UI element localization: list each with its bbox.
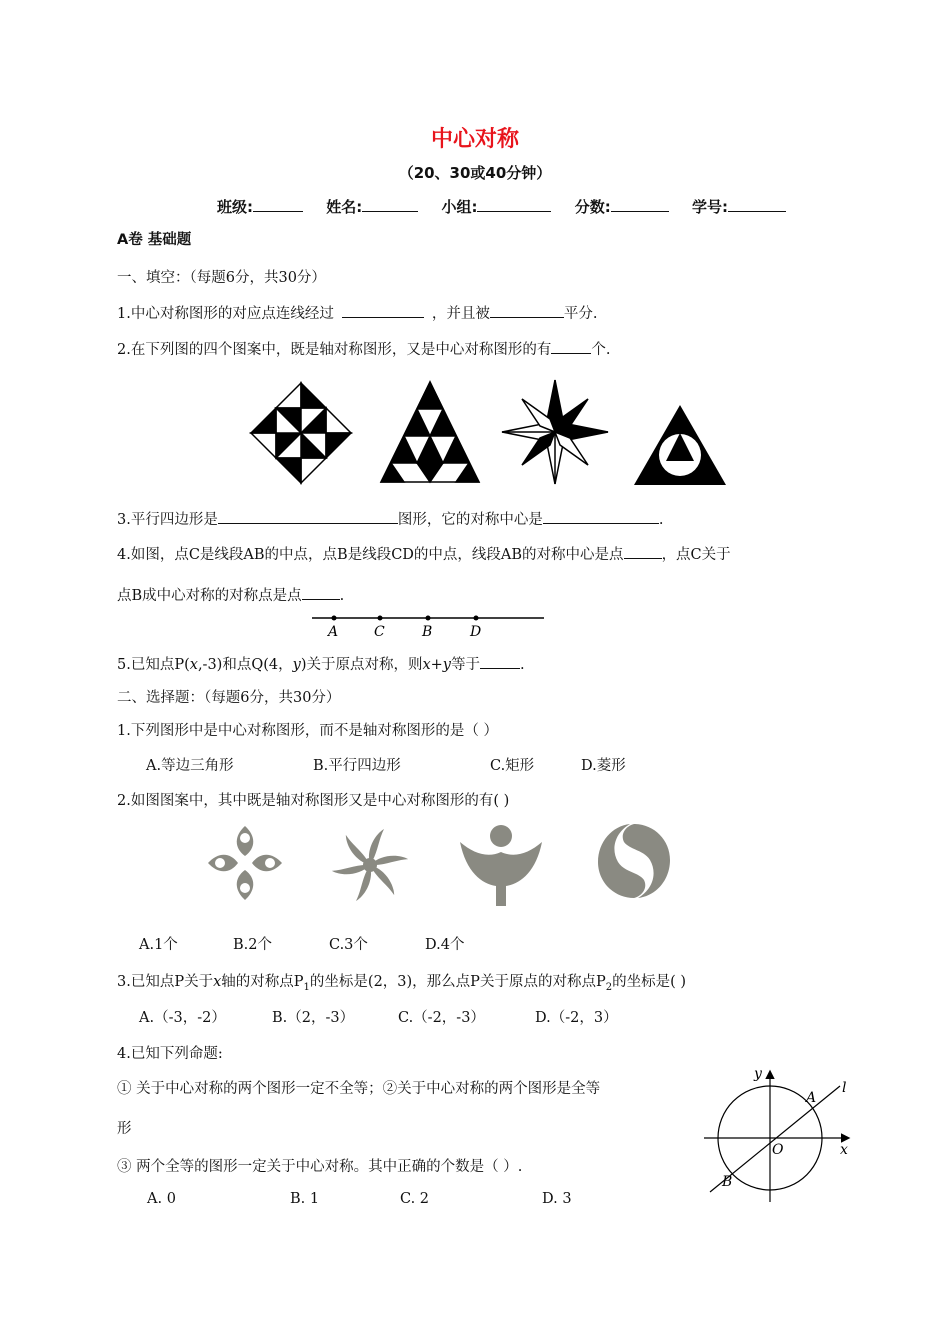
label-c: C [374, 624, 385, 640]
choice-q3-sub2: 2 [605, 981, 613, 993]
choice-q4-option-a[interactable]: A. 0 [147, 1191, 176, 1207]
fill-q5-text-c: )关于原点对称，则 [300, 657, 423, 673]
class-label: 班级: [217, 198, 253, 216]
label-x: x [840, 1142, 848, 1158]
choice-q1-option-b[interactable]: B.平行四边形 [313, 758, 401, 774]
score-label: 分数: [574, 198, 611, 216]
fill-q5-text-a: 5.已知点P( [117, 657, 190, 673]
choice-q4: 4.已知下列命题: [117, 1046, 223, 1062]
fill-q1-text-c: 平分. [563, 306, 598, 322]
number-line-figure [312, 610, 548, 642]
group-blank[interactable] [477, 197, 551, 212]
choice-q3-option-b[interactable]: B.（2，-3） [272, 1010, 355, 1026]
fill-q4-text-c: 点B成中心对称的对称点是点 [117, 588, 302, 604]
group-label: 小组: [441, 198, 478, 216]
fill-q3-blank1[interactable] [218, 510, 398, 524]
student-info-line [217, 196, 786, 217]
fill-q5-var-xy: x+y [422, 657, 451, 673]
part2-heading: 二、选择题：（每题6分，共30分） [117, 690, 341, 706]
choice-q1: 1.下列图形中是中心对称图形，而不是轴对称图形的是（ ） [117, 723, 498, 739]
choice-q4-option-d[interactable]: D. 3 [542, 1191, 572, 1207]
star-figure [500, 378, 610, 486]
four-petal-emblem [204, 822, 286, 904]
fill-q1-text-b: ，并且被 [431, 306, 490, 322]
label-a: A [328, 624, 339, 640]
choice-q2-option-b[interactable]: B.2个 [233, 937, 272, 953]
choice-q4-statement-1-2: ① 关于中心对称的两个图形一定不全等；②关于中心对称的两个图形是全等 [117, 1081, 601, 1097]
fill-q5-text-b: ,-3)和点Q(4， [197, 657, 293, 673]
score-blank[interactable] [611, 197, 669, 212]
choice-q4-option-b[interactable]: B. 1 [290, 1191, 320, 1207]
swirl-flower-emblem [328, 824, 412, 906]
fill-q3 [117, 508, 663, 529]
choice-q3-text-b: 轴的对称点P [221, 974, 304, 990]
fill-q4-text-d: . [339, 588, 345, 604]
choice-q4-option-c[interactable]: C. 2 [400, 1191, 430, 1207]
fill-q4-line2 [117, 584, 344, 605]
choice-q4-statement-wrap: 形 [117, 1121, 132, 1137]
fill-q3-blank2[interactable] [543, 510, 659, 524]
fill-q1-blank2[interactable] [490, 304, 564, 318]
label-d: D [470, 624, 482, 640]
fill-q1-text-a: 1.中心对称图形的对应点连线经过 [117, 306, 334, 322]
choice-q3-text-a: 3.已知点P关于 [117, 974, 214, 990]
fill-q5-blank[interactable] [480, 655, 520, 669]
fill-q3-text-b: 图形，它的对称中心是 [397, 512, 543, 528]
fill-q3-text-c: . [658, 512, 664, 528]
choice-q3-var-x: x [213, 974, 222, 990]
fill-q1-blank1[interactable] [342, 304, 424, 318]
point-a [332, 616, 337, 621]
tulip-emblem [456, 822, 546, 910]
fill-q5-var-y: y [292, 657, 301, 673]
choice-q2-option-d[interactable]: D.4个 [425, 937, 465, 953]
choice-q3-text-d: 的坐标是( ) [612, 974, 687, 990]
fill-q5-text-d: 等于 [451, 657, 480, 673]
label-l: l [842, 1080, 847, 1096]
fill-q4-blank1[interactable] [624, 545, 662, 559]
fill-q4-line1 [117, 543, 731, 564]
coordinate-circle-figure [700, 1064, 860, 1204]
fill-q2-text-a: 2.在下列图的四个图案中，既是轴对称图形，又是中心对称图形的有 [117, 342, 552, 358]
fill-q3-text-a: 3.平行四边形是 [117, 512, 218, 528]
label-b: B [422, 624, 433, 640]
pinwheel-figure [248, 380, 354, 486]
fill-q4-text-a: 4.如图，点C是线段AB的中点，点B是线段CD的中点，线段AB的对称中心是点 [117, 547, 624, 563]
point-d [474, 616, 479, 621]
choice-q3-option-c[interactable]: C.（-2，-3） [398, 1010, 485, 1026]
fill-q2-blank[interactable] [551, 340, 591, 354]
fill-q5-text-e: . [520, 657, 525, 673]
triangle-pattern-figure [377, 378, 483, 486]
choice-q2-option-a[interactable]: A.1个 [139, 937, 178, 953]
label-a-point: A [806, 1090, 817, 1106]
choice-q3-option-a[interactable]: A.（-3，-2） [139, 1010, 226, 1026]
point-b [426, 616, 431, 621]
fill-q2 [117, 338, 610, 359]
fill-q1 [117, 302, 597, 323]
point-c [378, 616, 383, 621]
choice-q1-option-a[interactable]: A.等边三角形 [146, 758, 234, 774]
choice-q1-option-c[interactable]: C.矩形 [490, 758, 535, 774]
label-o: O [772, 1142, 784, 1158]
fill-q2-text-b: 个. [591, 342, 611, 358]
part1-heading: 一、填空：（每题6分，共30分） [117, 270, 326, 286]
choice-q2-option-c[interactable]: C.3个 [329, 937, 368, 953]
triangle-circle-figure [632, 403, 728, 487]
choice-q4-statement-3: ③ 两个全等的图形一定关于中心对称。其中正确的个数是（ ）. [117, 1159, 523, 1175]
time-subtitle: （20、30或40分钟） [398, 164, 552, 182]
choice-q2: 2.如图图案中，其中既是轴对称图形又是中心对称图形的有( ) [117, 793, 510, 809]
choice-q1-option-d[interactable]: D.菱形 [581, 758, 626, 774]
name-blank[interactable] [362, 197, 418, 212]
page-title: 中心对称 [430, 127, 519, 152]
name-label: 姓名: [326, 198, 363, 216]
label-b-point: B [722, 1174, 733, 1190]
fill-q4-text-b: ，点C关于 [661, 547, 731, 563]
student-id-label: 学号: [691, 198, 728, 216]
fill-q5-var-x: x [189, 657, 198, 673]
fill-q4-blank2[interactable] [302, 586, 340, 600]
student-id-blank[interactable] [728, 197, 786, 212]
choice-q3-text-c: 的坐标是(2，3)，那么点P关于原点的对称点P [309, 974, 606, 990]
section-a-heading: A卷 基础题 [117, 232, 192, 248]
choice-q3-option-d[interactable]: D.（-2，3） [535, 1010, 618, 1026]
yin-yang-swirl-emblem [594, 820, 674, 902]
choice-q3-sub1: 1 [303, 981, 310, 993]
choice-q3 [117, 970, 686, 993]
label-y: y [754, 1066, 762, 1082]
class-blank[interactable] [253, 197, 303, 212]
fill-q5 [117, 653, 525, 674]
